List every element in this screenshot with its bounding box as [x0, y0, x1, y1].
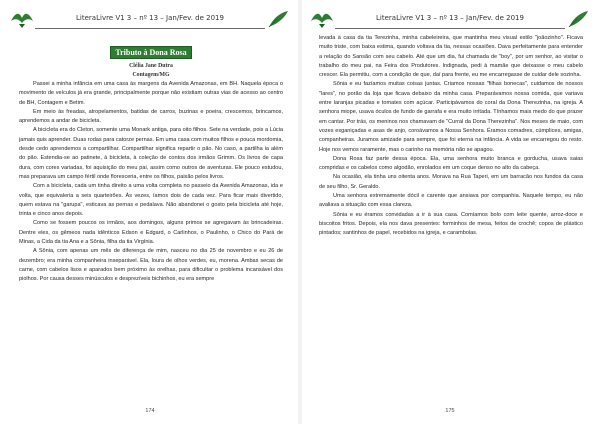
paragraph: Sônia e eu fazíamos muitas coisas juntas. Criamos nossas "filhas bonecas", cuidamos de nossos "lares", no porão da loja que ficava debaixo da minha casa. Preparávamos nossa comida, que variava entre laranjas picadas e tomates com açúcar. Participávamos do coral da Dona Therezinha, na igreja. A senhora miope, usava óculos de fundo de garrafa e era muito irritada. Tínhamos mais medo do que prazer em cantar. Por trás, os meninos nos chamavam de "Curral da Dona Therezinha". Nos meses de maio, com vozes esganiçadas e asas de anjo, coroávamos a Nossa Senhora. Éramos comadres, cúmplices, amigas, companheiras. Juramos amizade para sempre, que foi eterna na infância. A vida se encarregou do resto. Hoje nos vemos raramente, mas o carinho na memória não se apagou. — [319, 81, 583, 153]
author-name: Clélia Jane Dutra — [129, 63, 173, 69]
header-rule — [35, 28, 265, 29]
page-header — [5, 6, 295, 32]
paragraph: A Sônia, com apenas um mês de diferença de mim, nasceu no dia 25 de novembro e eu 26 de dezembro; era minha companheira inseparável. Ela, loura de olhos verdes, eu, morena. Ambas secas de carne, com cabelos lisos e aparados bem próximo às orelhas, para dificultar o problema incansável dos piolhos. Por causa desses minúsculos e desprezíveis bichinhos, eu era sempre — [19, 248, 283, 283]
page-number: 175 — [445, 408, 455, 414]
paragraph: levada à casa da tia Terezinha, minha cabeleireira, que mantinha meu visual estilo "joãozinho". Ficava muito triste, com baixa estima, quando voltava da tia, nessas ocasiões. Dava perfeitamente para entender a relação do Sansão com seu cabelo. Até que um dia, fui chamada de "boy", por um senhor, ao visitar o trabalho do meu pai, na Feira dos Produtores. Indignada, pedi à mamãe que deixasse o meu cabelo crescer. Ela permitiu, com a condição de que, daí para frente, eu me encarregasse de cuidar dele sozinha. — [319, 35, 583, 79]
quill-logo-icon — [265, 9, 291, 29]
author-location: Contagem/MG — [132, 72, 170, 78]
left-page — [5, 0, 295, 424]
paragraph: Com a bicicleta, cada um tinha direito a uma volta completa no passeio da Avenida Amazonas, ida e volta, que equivaleria a seis quarteirões. Às vezes, íamos dois de cada vez. Para ficar mais divertido, quem estava na "garupa", esticava as pernas e pedalava. Não abandonei o gosto pela bicicleta até hoje, trinta e cinco anos depois. — [19, 183, 283, 218]
paragraph: Em meio às freadas, atropelamentos, batidas de carros, buzinas e poeira, crescemos, brincamos, aprendemos a andar de bicicleta. — [19, 108, 283, 125]
page-body — [319, 34, 583, 239]
article-title: Tributo à Dona Rosa — [110, 46, 192, 59]
header-rule — [335, 28, 565, 29]
page-header — [305, 6, 595, 32]
quill-logo-icon — [565, 9, 591, 29]
right-page — [305, 0, 595, 424]
header-text: LiteraLivre V1 3 – nº 13 – Jan/Fev. de 2019 — [376, 14, 524, 22]
paragraph: A bicicleta era do Cleton, somente uma Monark antiga, para oito filhos. Sete na verdade, pois a Lúcia jamais quis aprender. Duas rodas para catorze pernas. Em uma casa com muitos filhos e pouca mordomia, desde cedo aprendemos a compartilhar. Compartilhar significa repartir o pão. No caso, a partilha ia além do pão. Estendia-se ao patinete, à bicicleta, à coleção de contos dos irmãos Grimm. Os livros de capa dura, com cores variadas, foi aquisição do meu pai, assim como outros de aventuras. Ele pouco estudou, mas preparava um campo fértil onde floresceria, entre os filhos, paixão pelos livros. — [19, 127, 283, 180]
header-text: LiteraLivre V1 3 – nº 13 – Jan/Fev. de 2019 — [76, 14, 224, 22]
paragraph: Dona Rosa faz parte dessa época. Ela, uma senhora muito branca e gorducha, usava saias compridas e os cabelos como algodão, enrolados em um coque denso no alto da cabeça. — [319, 155, 583, 172]
book-gutter — [298, 0, 302, 424]
bird-logo-icon — [309, 9, 335, 29]
paragraph: Como se fossem poucos os irmãos, aos domingos, alguns primos se agregavam às brincadeiras. Dentre eles, os gêmeos nada idênticos Edson e Edgard, o Carlinhos, o Paulinho, o Chico do Pará de Minas, a Cida da tia Ana e a Sônia, filha da tia Virgínia. — [19, 220, 283, 246]
paragraph: Uma senhora extremamente dócil e carente que ansiava por companhia. Naquele tempo, eu não avaliava a situação com essa clareza. — [319, 193, 583, 209]
bird-logo-icon — [9, 9, 35, 29]
page-body — [19, 36, 283, 285]
page-number: 174 — [145, 408, 155, 414]
paragraph: Sônia e eu éramos convidadas a ir à sua casa. Comíamos bolo com leite quente, arroz-doce e biscoitos fritos. Depois, ela nos dava presentes: forminhos de mesa, feitos de crochê; copos de plástico pintados; santinhos de papel, recebidos na igreja, e carambolas. — [319, 211, 583, 237]
paragraph: Passei a minha infância em uma casa às margens da Avenida Amazonas, em BH. Naquela época o movimento de veículos já era grande, principalmente porque não existiam outras vias de acesso ao centro de BH, Contagem e Betim. — [19, 81, 283, 106]
paragraph: Na ocasião, ela tinha uns oitenta anos. Morava na Rua Taperi, em um barracão nos fundos da casa de seu filho, Sr. Geraldo. — [319, 174, 583, 190]
